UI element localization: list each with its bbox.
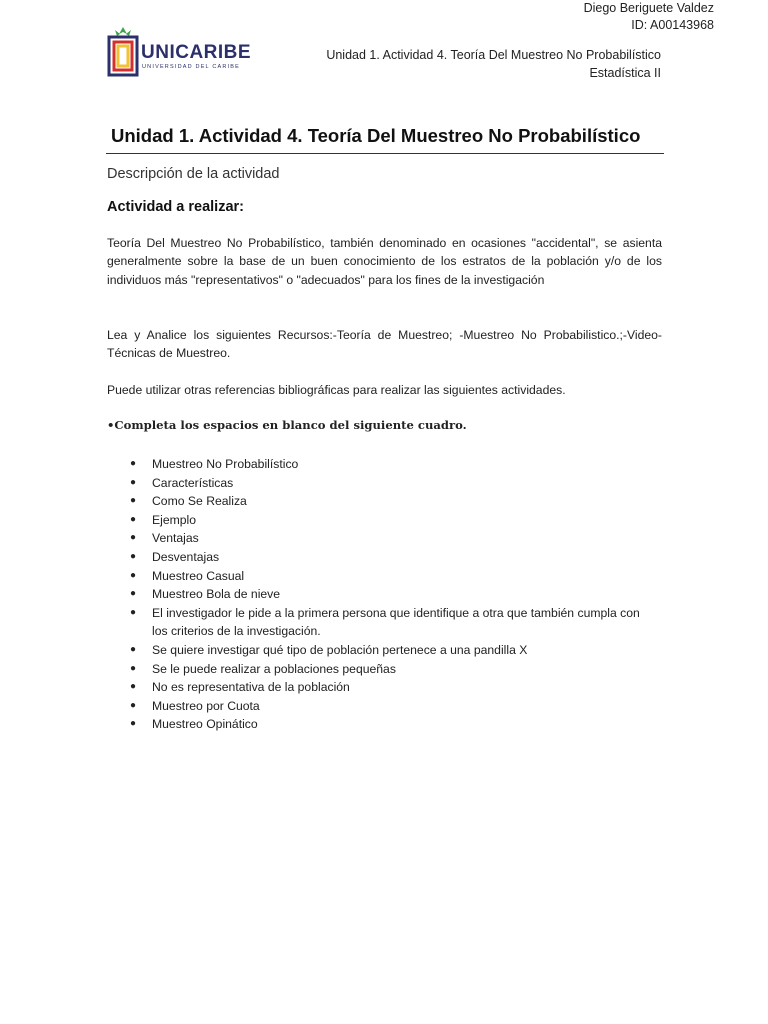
- bullet-icon: ●: [130, 662, 137, 674]
- list-item: [107, 492, 647, 511]
- instruction-text: •Completa los espacios en blanco del siguiente cuadro.: [107, 418, 467, 432]
- list-item-text: Muestreo No Probabilístico: [152, 457, 299, 471]
- paragraph-intro: Teoría Del Muestreo No Probabilístico, también denominado en ocasiones "accidental", se asienta generalmente sobre la base de un buen conocimiento de los estratos de la población y/o de los individuos más "representativos" o "adecuados" para los fines de la investigación: [107, 236, 662, 287]
- header-info: [326, 46, 661, 82]
- logo-brand: UNICARIBE: [141, 42, 252, 63]
- list-item: [107, 585, 647, 604]
- list-item-text: Como Se Realiza: [152, 494, 247, 509]
- header-line-1: Unidad 1. Actividad 4. Teoría Del Muestreo No Probabilístico: [326, 48, 661, 62]
- list-item-text: Se le puede realizar a poblaciones pequeñas: [152, 661, 396, 676]
- bullet-icon: ●: [130, 606, 137, 618]
- bullet-icon: ●: [130, 569, 137, 581]
- list-item-text: No es representativa de la población: [152, 680, 350, 695]
- task-heading: Actividad a realizar:: [107, 199, 244, 215]
- list-item: [107, 678, 647, 697]
- unicaribe-emblem-icon: [107, 25, 139, 79]
- list-item-text: Características: [152, 475, 234, 490]
- bullet-icon: ●: [130, 681, 137, 693]
- bullet-icon: ●: [130, 718, 137, 730]
- bullet-icon: ●: [130, 476, 137, 488]
- author-block: [584, 0, 714, 34]
- list-item: [107, 641, 647, 660]
- list-item: [107, 715, 647, 734]
- list-item: [107, 567, 647, 586]
- paragraph-resources: Lea y Analice los siguientes Recursos:-Teoría de Muestreo; -Muestreo No Probabilistico.;-Video- Técnicas de Muestreo.: [107, 328, 662, 361]
- list-item-text: Muestreo Casual: [152, 568, 245, 583]
- bullet-icon: ●: [130, 532, 137, 544]
- list-item-text: Muestreo por Cuota: [152, 698, 260, 713]
- description-heading: Descripción de la actividad: [107, 166, 280, 182]
- unicaribe-logo: [107, 25, 252, 79]
- bullet-icon: ●: [130, 458, 137, 469]
- list-item: [107, 474, 647, 493]
- author-name: Diego Beriguete Valdez: [583, 1, 714, 15]
- document-title: Unidad 1. Actividad 4. Teoría Del Muestreo No Probabilístico: [111, 125, 641, 146]
- bullet-icon: ●: [130, 699, 137, 711]
- list-item-text: Ventajas: [152, 531, 199, 546]
- item-list: [107, 455, 647, 734]
- bullet-icon: ●: [130, 513, 137, 525]
- list-item: [107, 548, 647, 567]
- list-item: [107, 604, 647, 641]
- bullet-icon: ●: [130, 588, 137, 600]
- list-item-text: Muestreo Bola de nieve: [152, 587, 281, 602]
- list-item: [107, 455, 647, 474]
- bullet-icon: ●: [130, 643, 137, 655]
- bullet-icon: ●: [130, 550, 137, 562]
- header-line-2: Estadística II: [589, 66, 661, 80]
- list-item-text: Ejemplo: [152, 512, 197, 527]
- list-item-text: El investigador le pide a la primera persona que identifique a otra que también cumpla con los criterios de la investigación.: [152, 605, 640, 639]
- list-item: [107, 660, 647, 679]
- list-item: [107, 529, 647, 548]
- list-item: [107, 697, 647, 716]
- list-item-text: Muestreo Opinático: [152, 717, 258, 732]
- title-divider: [106, 153, 664, 154]
- list-item-text: Se quiere investigar qué tipo de población pertenece a una pandilla X: [152, 642, 528, 657]
- author-id: ID: A00143968: [631, 18, 714, 32]
- list-item-text: Desventajas: [152, 549, 220, 564]
- logo-subtitle: UNIVERSIDAD DEL CARIBE: [142, 64, 241, 70]
- bullet-icon: ●: [130, 495, 137, 507]
- paragraph-references: Puede utilizar otras referencias bibliográficas para realizar las siguientes actividades.: [107, 383, 566, 397]
- list-item: [107, 511, 647, 530]
